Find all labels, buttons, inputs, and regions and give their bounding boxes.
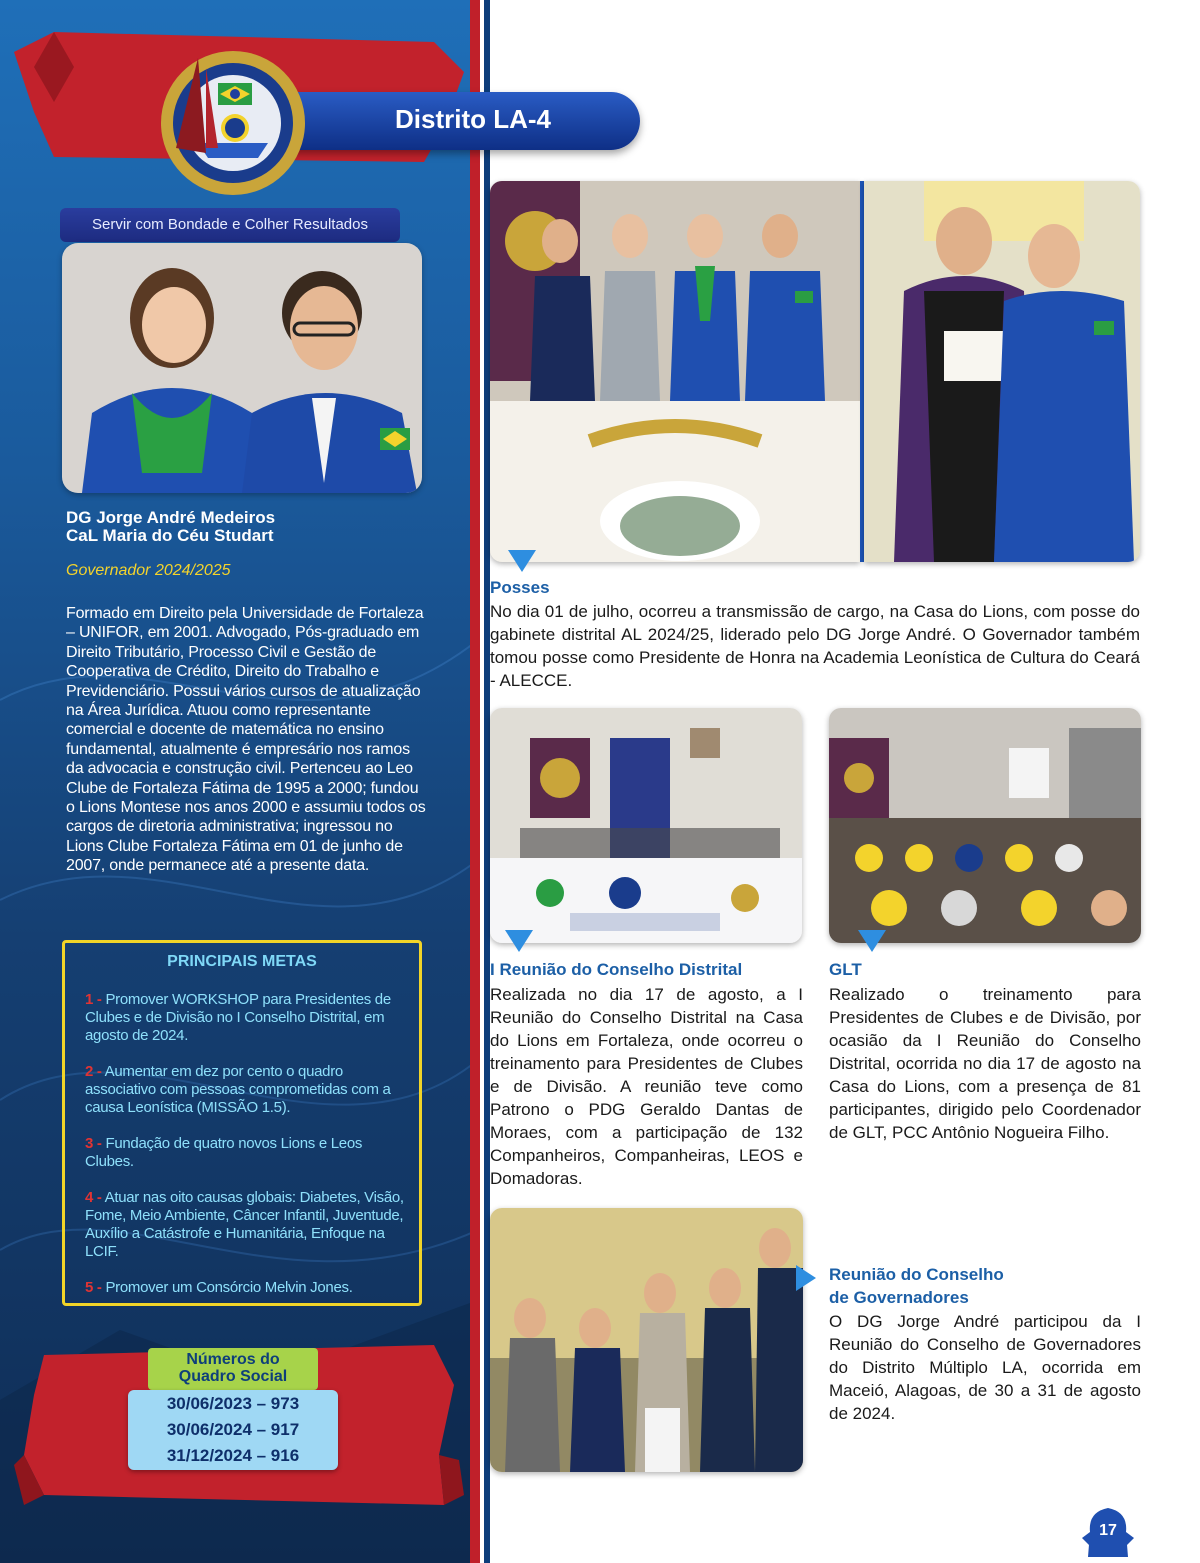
pointer-icon: [796, 1265, 816, 1291]
goals-title: PRINCIPAIS METAS: [167, 953, 317, 970]
stat-row: 30/06/2023 – 973: [166, 1394, 300, 1413]
glt-text: Realizado o treinamento para Presidentes de Clubes e de Divisão, por ocasião da I Reunião do Conselho Distrital, ocorrida no dia 17 de agosto na Casa do Lions, com a presença de 81 participantes, dirigido pelo Coordenador de GLT, PCC Antônio Nogueira Filho.: [829, 985, 1141, 1142]
goal-number: 3 -: [85, 1135, 102, 1152]
posses-heading: Posses: [490, 578, 550, 597]
stats-label-line-1: Números do: [186, 1351, 280, 1368]
goal-text: Aumentar em dez por cento o quadro associativo com pessoas comprometidas com a causa Leonística (MISSÃO 1.5).: [85, 1063, 391, 1116]
stat-row: 31/12/2024 – 916: [166, 1446, 300, 1465]
goals-list: [85, 991, 405, 1315]
governadores-heading-line-2: de Governadores: [829, 1288, 969, 1307]
goal-item: [85, 1135, 405, 1171]
conselho-governadores-photo: [490, 1208, 803, 1472]
governor-portrait-photo: [62, 243, 422, 493]
posse-photo-group: [490, 181, 860, 562]
posse-photo-certificate: [864, 181, 1140, 562]
district-logo: [158, 48, 308, 198]
governor-name-line-2: CaL Maria do Céu Studart: [66, 526, 274, 545]
goal-text: Fundação de quatro novos Lions e Leos Clubes.: [85, 1135, 363, 1170]
slogan-bar: [60, 208, 400, 242]
goal-item: [85, 1063, 405, 1117]
pointer-icon: [508, 550, 536, 572]
conselho-distrital-photo: [490, 708, 802, 943]
pointer-icon: [858, 930, 886, 952]
page-number: 17: [1099, 1522, 1117, 1539]
governadores-heading-line-1: Reunião do Conselho: [829, 1265, 1004, 1284]
goal-item: [85, 991, 405, 1045]
goal-item: [85, 1279, 405, 1297]
glt-photo: [829, 708, 1141, 943]
goal-item: [85, 1189, 405, 1261]
reuniao-heading: I Reunião do Conselho Distrital: [490, 960, 743, 979]
reuniao-text: Realizada no dia 17 de agosto, a I Reunião do Conselho Distrital na Casa do Lions em Fortaleza, onde ocorreu o treinamento para Presidentes de Clubes e de Divisão. A reunião teve como Patrono o PDG Geraldo Dantas de Moraes, com a participação de 132 Companheiros, Companheiras, LEOS e Domadoras.: [490, 985, 803, 1188]
divider-red: [470, 0, 480, 1563]
pointer-icon: [505, 930, 533, 952]
goals-box: [62, 940, 422, 1306]
goal-number: 2 -: [85, 1063, 102, 1080]
goal-number: 4 -: [85, 1189, 102, 1206]
district-banner: [290, 92, 640, 150]
posses-text: No dia 01 de julho, ocorreu a transmissão de cargo, na Casa do Lions, com posse do gabinete distrital AL 2024/25, liderado pelo DG Jorge André. O Governador também tomou posse como Presidente de Honra na Academia Leonística de Cultura do Ceará - ALECCE.: [490, 602, 1140, 690]
stats-label-box: [148, 1348, 318, 1390]
goal-text: Atuar nas oito causas globais: Diabetes, Visão, Fome, Meio Ambiente, Câncer Infantil, Juventude, Auxílio a Catástrofe e Humanitária, Enfoque na LCIF.: [85, 1189, 404, 1260]
goal-text: Promover WORKSHOP para Presidentes de Clubes e de Divisão no I Conselho Distrital, em agosto de 2024.: [85, 991, 391, 1044]
governor-role: Governador 2024/2025: [66, 562, 231, 579]
goal-number: 1 -: [85, 991, 102, 1008]
slogan-text: Servir com Bondade e Colher Resultados: [92, 216, 368, 233]
governor-name-line-1: DG Jorge André Medeiros: [66, 508, 276, 527]
goal-number: 5 -: [85, 1279, 102, 1296]
district-title: Distrito LA-4: [395, 104, 551, 134]
stat-row: 30/06/2024 – 917: [166, 1420, 300, 1439]
governadores-text: O DG Jorge André participou da I Reunião do Conselho de Governadores do Distrito Múltiplo LA, ocorrida em Maceió, Alagoas, de 30 a 31 de agosto de 2024.: [829, 1312, 1141, 1423]
stats-label-line-2: Quadro Social: [178, 1368, 288, 1385]
governor-bio: Formado em Direito pela Universidade de Fortaleza – UNIFOR, em 2001. Advogado, Pós-graduado em Direito Tributário, Processo Civil e Gestão de Cooperativa de Crédito, Direito do Trabalho e Previdenciário. Possui vários cursos de atualização na Área Jurídica. Atuou como representante comercial e docente de matemática no ensino fundamental, atualmente é empresário nos ramos da advocacia e construção civil. Pertenceu ao Leo Clube de Fortaleza Fátima de 1995 a 2000; fundou o Lions Montese nos anos 2000 e assumiu todos os cargos de diretoria administrativa; ingressou no Lions Clube Fortaleza Fátima em 01 de junho de 2007, onde permanece até a presente data.: [66, 605, 426, 875]
goal-text: Promover um Consórcio Melvin Jones.: [101, 1279, 353, 1296]
glt-heading: GLT: [829, 960, 862, 979]
stats-box: [128, 1390, 338, 1470]
